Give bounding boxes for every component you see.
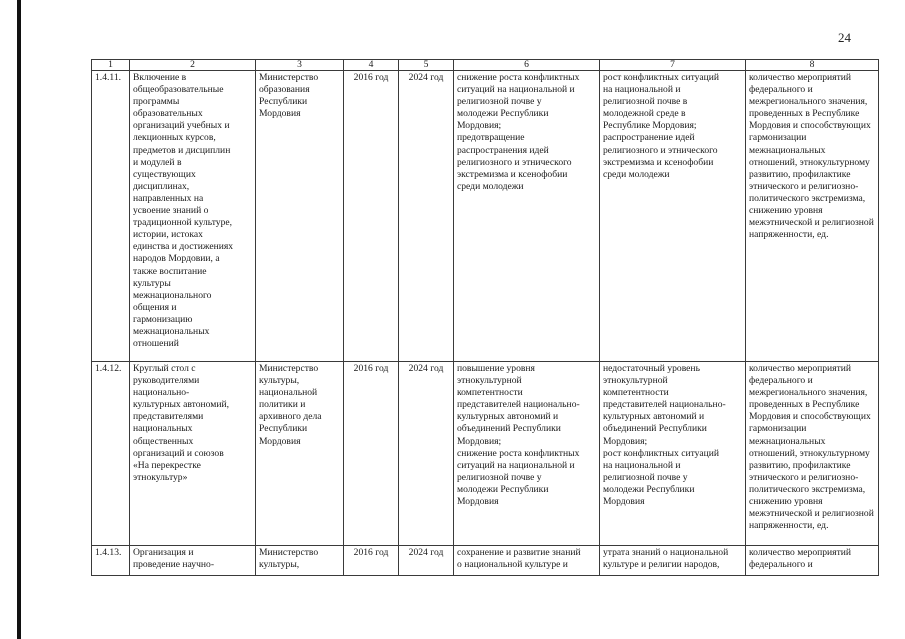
consequence-cell: рост конфликтных ситуаций на национальной и религиозной почве в молодежной среде в Республике Мордовия; распространение идей религиозного и этнического экстремизма и ксенофобии среди молодежи — [600, 71, 746, 362]
end-year-cell: 2024 год — [399, 546, 454, 576]
indicator-cell: количество мероприятий федерального и межрегионального значения, проведенных в Республике Мордовия и способствующих гармонизации межнациональных отношений, этнокультурному развитию, профилактике этнического и религиозно- политического экстремизма, снижению уровня межэтнической и религиозной напряженности, ед. — [746, 71, 879, 362]
executor-cell: Министерство культуры, — [256, 546, 344, 576]
consequence-cell: недостаточный уровень этнокультурной компетентности представителей национально- культурных автономий и объединений Республики Мордовия; рост конфликтных ситуаций на национальной и религиозной почве у молодежи Республики Мордовия — [600, 362, 746, 546]
indicator-cell: количество мероприятий федерального и межрегионального значения, проведенных в Республике Мордовия и способствующих гармонизации межнациональных отношений, этнокультурному развитию, профилактике этнического и религиозно- политического экстремизма, снижению уровня межэтнической и религиозной напряженности, ед. — [746, 362, 879, 546]
activity-cell: Включение в общеобразовательные программы образовательных организаций учебных и лекционных курсов, предметов и дисциплин и модулей в существующих дисциплинах, направленных на усвоение знаний о традиционной культуре, истории, истоках единства и достижениях народов Мордовии, а также воспитание культуры межнационального общения и гармонизацию межнациональных отношений — [130, 71, 256, 362]
row-number: 1.4.13. — [92, 546, 130, 576]
table-row — [92, 71, 879, 362]
column-header: 1 — [92, 60, 130, 71]
column-header: 6 — [454, 60, 600, 71]
binding-line — [17, 0, 21, 639]
expected-result-cell: повышение уровня этнокультурной компетентности представителей национально- культурных автономий и объединений Республики Мордовия; снижение роста конфликтных ситуаций на национальной и религиозной почве у молодежи Республики Мордовия — [454, 362, 600, 546]
start-year-cell: 2016 год — [344, 362, 399, 546]
executor-cell: Министерство культуры, национальной политики и архивного дела Республики Мордовия — [256, 362, 344, 546]
column-number-header — [92, 60, 879, 71]
end-year-cell: 2024 год — [399, 362, 454, 546]
page-number: 24 — [838, 30, 851, 45]
program-activities-table — [91, 59, 879, 576]
activity-cell: Круглый стол с руководителями национально- культурных автономий, представителями национальных общественных организаций и союзов «На перекрестке этнокультур» — [130, 362, 256, 546]
indicator-cell: количество мероприятий федерального и — [746, 546, 879, 576]
table-row — [92, 362, 879, 546]
end-year-cell: 2024 год — [399, 71, 454, 362]
expected-result-cell: снижение роста конфликтных ситуаций на национальной и религиозной почве у молодежи Республики Мордовия; предотвращение распространения идей религиозного и этнического экстремизма и ксенофобии среди молодежи — [454, 71, 600, 362]
column-header: 7 — [600, 60, 746, 71]
column-header: 3 — [256, 60, 344, 71]
activity-cell: Организация и проведение научно- — [130, 546, 256, 576]
column-header: 4 — [344, 60, 399, 71]
column-header: 8 — [746, 60, 879, 71]
column-header: 2 — [130, 60, 256, 71]
column-header: 5 — [399, 60, 454, 71]
row-number: 1.4.12. — [92, 362, 130, 546]
start-year-cell: 2016 год — [344, 546, 399, 576]
expected-result-cell: сохранение и развитие знаний о национальной культуре и — [454, 546, 600, 576]
start-year-cell: 2016 год — [344, 71, 399, 362]
executor-cell: Министерство образования Республики Мордовия — [256, 71, 344, 362]
table-row — [92, 546, 879, 576]
consequence-cell: утрата знаний о национальной культуре и религии народов, — [600, 546, 746, 576]
row-number: 1.4.11. — [92, 71, 130, 362]
